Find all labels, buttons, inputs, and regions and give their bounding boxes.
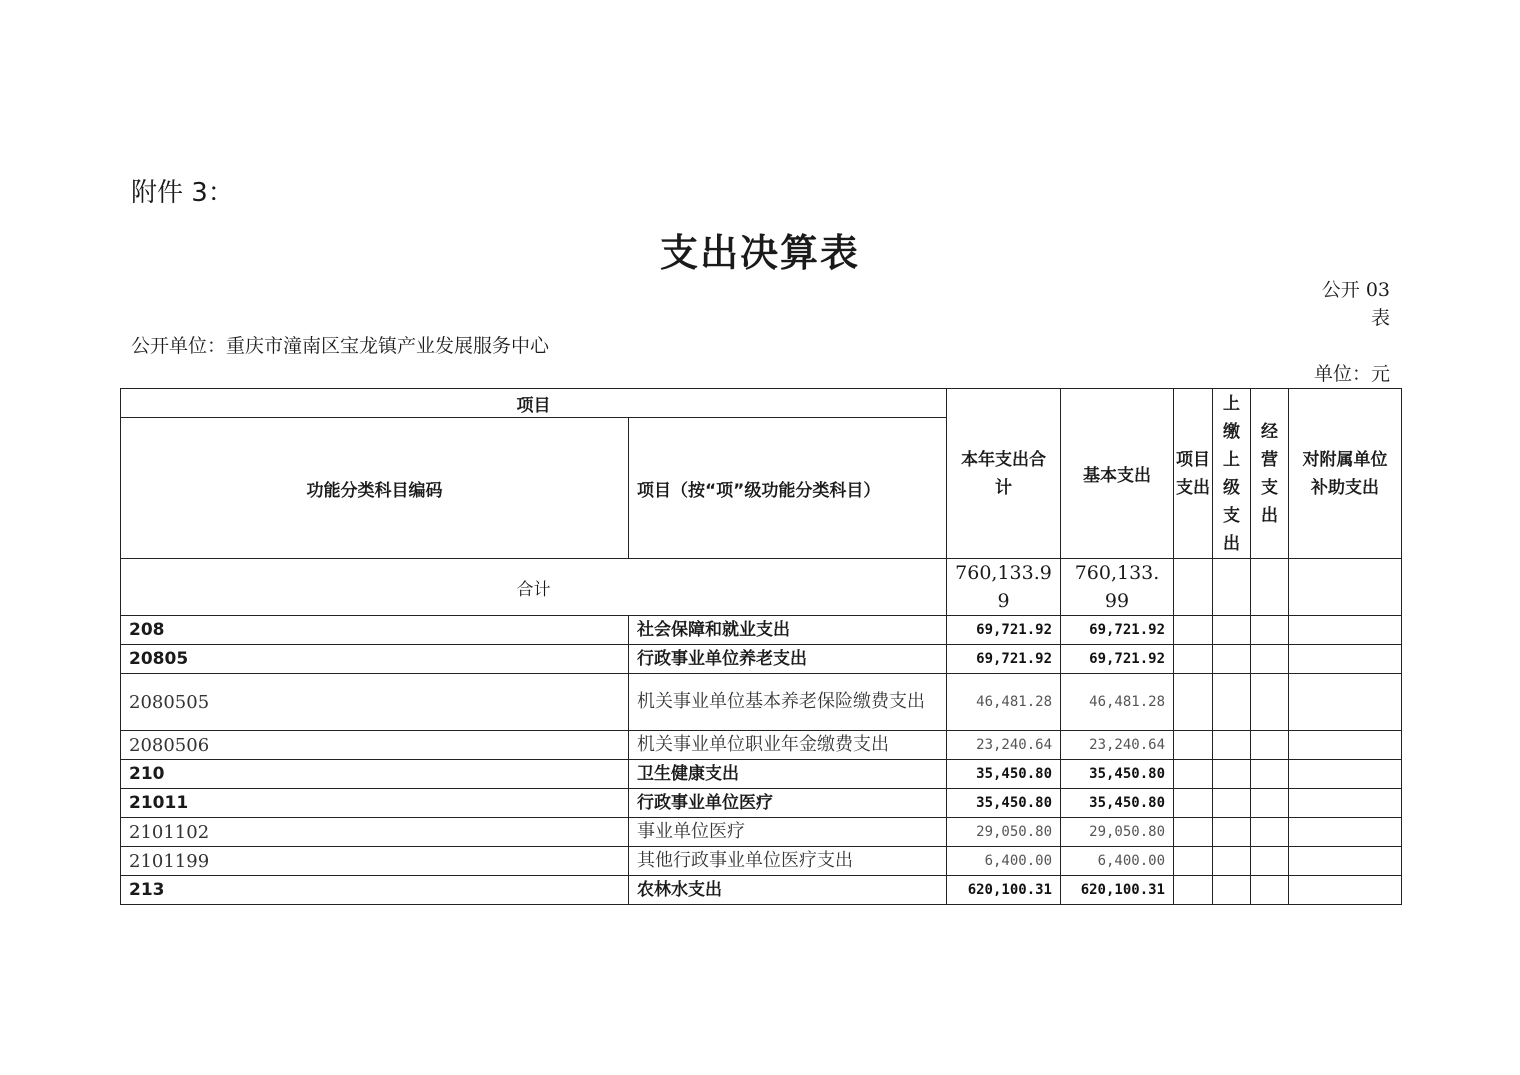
row-total: 69,721.92 [947,645,1061,674]
row-basic: 6,400.00 [1061,847,1174,876]
row-project [1174,876,1213,905]
header-code: 功能分类科目编码 [121,418,629,559]
row-code: 21011 [121,789,629,818]
row-subsidy [1289,645,1402,674]
row-name: 其他行政事业单位医疗支出 [629,847,947,876]
table-row [121,847,1402,876]
table-row [121,645,1402,674]
form-code: 公开 03 表 [1321,279,1390,329]
row-code: 2101102 [121,818,629,847]
total-business [1251,559,1289,616]
row-name: 事业单位医疗 [629,818,947,847]
row-name: 机关事业单位基本养老保险缴费支出 [629,674,947,731]
total-basic: 760,133.99 [1061,559,1174,616]
header-basic: 基本支出 [1061,389,1174,559]
row-code: 20805 [121,645,629,674]
row-basic: 35,450.80 [1061,789,1174,818]
row-business [1251,789,1289,818]
row-total: 29,050.80 [947,818,1061,847]
header-total: 本年支出合计 [947,389,1061,559]
row-total: 35,450.80 [947,760,1061,789]
row-business [1251,847,1289,876]
row-business [1251,645,1289,674]
row-upper [1213,731,1251,760]
row-total: 23,240.64 [947,731,1061,760]
row-upper [1213,616,1251,645]
row-business [1251,731,1289,760]
row-project [1174,818,1213,847]
row-total: 620,100.31 [947,876,1061,905]
row-subsidy [1289,818,1402,847]
reporting-unit: 公开单位：重庆市潼南区宝龙镇产业发展服务中心 [131,335,550,357]
row-subsidy [1289,731,1402,760]
header-item-group: 项目 [121,389,947,418]
row-project [1174,789,1213,818]
row-name: 社会保障和就业支出 [629,616,947,645]
header-upper: 上缴上级支出 [1213,389,1251,559]
row-basic: 46,481.28 [1061,674,1174,731]
row-business [1251,760,1289,789]
row-business [1251,876,1289,905]
row-upper [1213,760,1251,789]
row-project [1174,674,1213,731]
row-total: 46,481.28 [947,674,1061,731]
table-row [121,674,1402,731]
row-project [1174,847,1213,876]
row-code: 208 [121,616,629,645]
row-total: 6,400.00 [947,847,1061,876]
row-total: 69,721.92 [947,616,1061,645]
row-project [1174,616,1213,645]
row-business [1251,674,1289,731]
row-basic: 29,050.80 [1061,818,1174,847]
total-row [121,559,1402,616]
row-business [1251,818,1289,847]
currency-unit: 单位：元 [1313,363,1390,385]
table-row [121,760,1402,789]
row-basic: 35,450.80 [1061,760,1174,789]
row-name: 农林水支出 [629,876,947,905]
row-basic: 23,240.64 [1061,731,1174,760]
row-subsidy [1289,674,1402,731]
row-subsidy [1289,789,1402,818]
row-total: 35,450.80 [947,789,1061,818]
page-title: 支出决算表 [659,231,860,275]
row-name: 行政事业单位养老支出 [629,645,947,674]
table-row [121,876,1402,905]
table-row [121,818,1402,847]
expenditure-table [120,388,1402,905]
header-row-1 [121,389,1402,418]
header-business: 经营支出 [1251,389,1289,559]
table-row [121,731,1402,760]
row-name: 机关事业单位职业年金缴费支出 [629,731,947,760]
row-subsidy [1289,847,1402,876]
row-upper [1213,674,1251,731]
table-row [121,789,1402,818]
header-project: 项目支出 [1174,389,1213,559]
row-code: 2101199 [121,847,629,876]
row-basic: 620,100.31 [1061,876,1174,905]
row-upper [1213,847,1251,876]
row-project [1174,645,1213,674]
row-subsidy [1289,760,1402,789]
row-code: 2080505 [121,674,629,731]
row-basic: 69,721.92 [1061,645,1174,674]
row-subsidy [1289,616,1402,645]
row-subsidy [1289,876,1402,905]
attachment-label: 附件 3： [131,178,234,208]
table-row [121,616,1402,645]
row-project [1174,731,1213,760]
total-upper [1213,559,1251,616]
row-code: 2080506 [121,731,629,760]
row-business [1251,616,1289,645]
header-name: 项目（按“项”级功能分类科目） [629,418,947,559]
total-amount: 760,133.99 [947,559,1061,616]
row-code: 213 [121,876,629,905]
row-project [1174,760,1213,789]
row-upper [1213,645,1251,674]
total-subsidy [1289,559,1402,616]
row-upper [1213,818,1251,847]
row-upper [1213,876,1251,905]
row-name: 行政事业单位医疗 [629,789,947,818]
row-code: 210 [121,760,629,789]
row-name: 卫生健康支出 [629,760,947,789]
row-upper [1213,789,1251,818]
header-subsidy: 对附属单位补助支出 [1289,389,1402,559]
total-project [1174,559,1213,616]
total-label: 合计 [121,559,947,616]
row-basic: 69,721.92 [1061,616,1174,645]
